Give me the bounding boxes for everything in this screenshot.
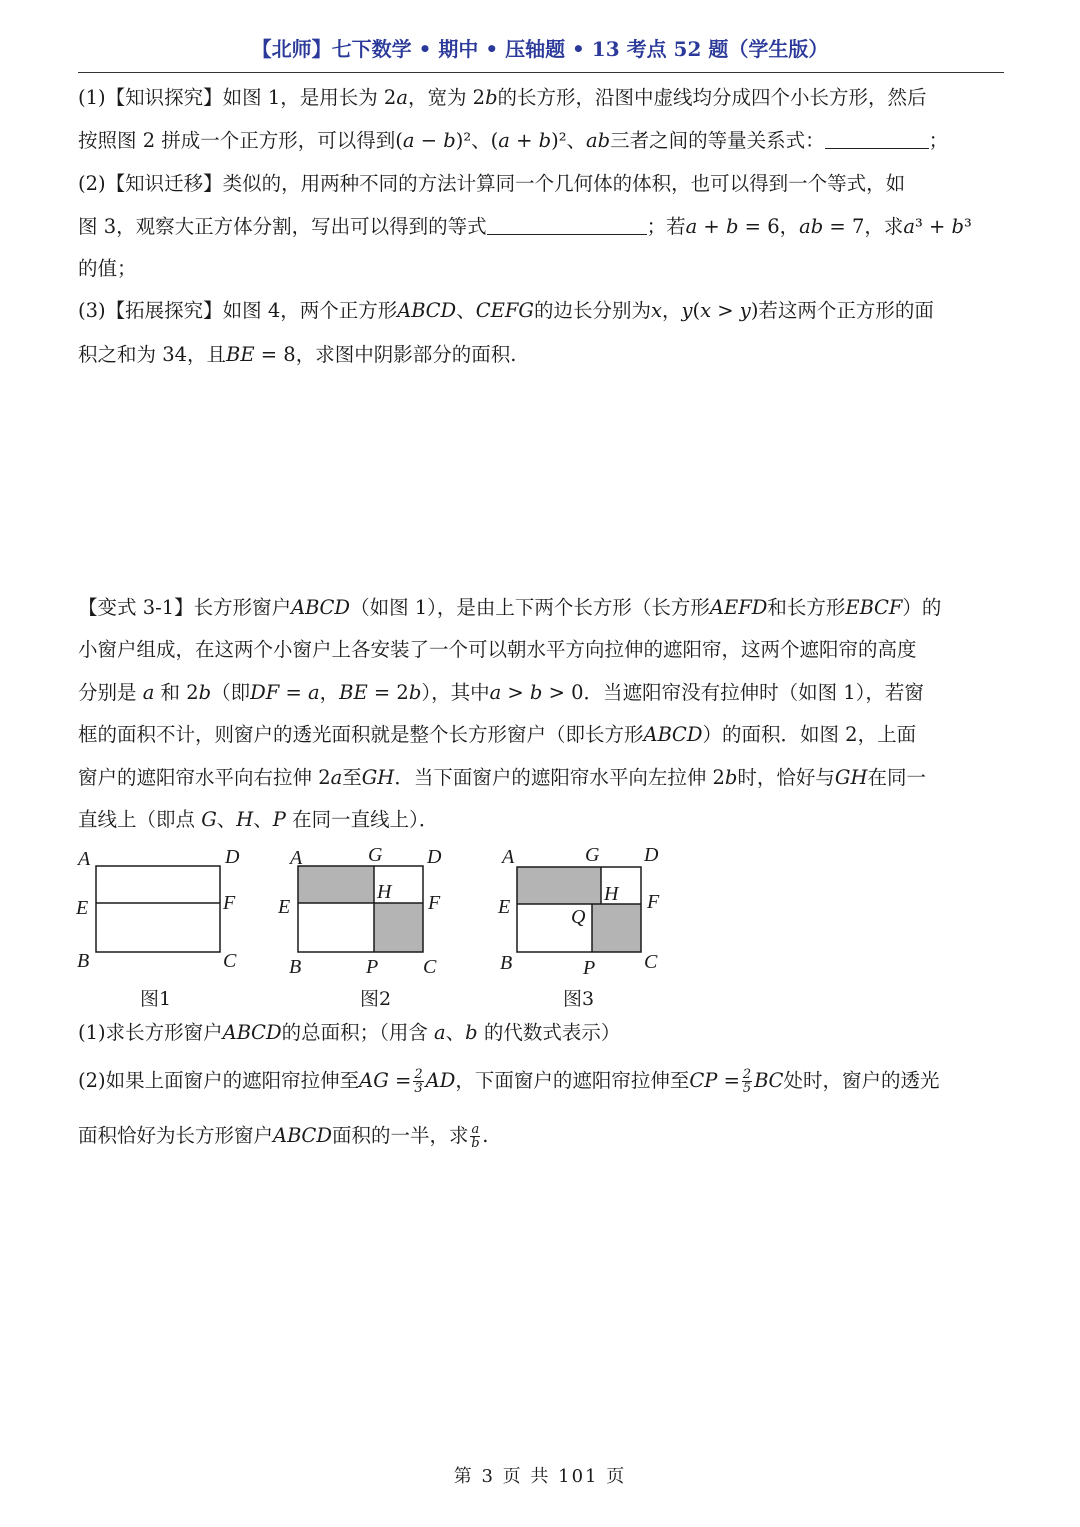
q2-sub2 <box>78 1067 939 1095</box>
fig3-label-D: D <box>644 844 659 866</box>
q1-line-2-text: 按照图 2 拼成一个正方形，可以得到(𝑎 − 𝑏)²、(𝑎 + 𝑏)²、𝑎𝑏三者之间的等量关系式： <box>78 129 825 152</box>
fig3-label-P: P <box>583 957 596 979</box>
fig2-label-A: A <box>290 847 303 869</box>
q2-sub3-part-b: . <box>482 1124 489 1147</box>
fig2-label-D: D <box>427 846 442 868</box>
q1-line-4-text: 图 3，观察大正方体分割，写出可以得到的等式 <box>78 215 487 238</box>
fraction-a-over-b <box>470 1123 480 1150</box>
figure-3-diagram <box>492 842 682 982</box>
fig3-label-B: B <box>500 952 513 974</box>
fig1-label-B: B <box>77 950 90 972</box>
q1-line-2-end: ； <box>928 129 949 152</box>
fig1-label-E: E <box>76 897 89 919</box>
answer-blank-2 <box>487 214 647 235</box>
fig3-label-C: C <box>644 951 658 973</box>
fig3-label-E: E <box>498 896 511 918</box>
q2-sub2-part-a: (2)如果上面窗户的遮阳帘拉伸至𝐴𝐺 = <box>78 1069 412 1092</box>
q2-line-1: 【变式 3-1】长方形窗户𝐴𝐵𝐶𝐷（如图 1），是由上下两个长方形（长方形𝐴𝐸𝐹𝐷和长方形𝐸𝐵𝐶𝐹）的 <box>78 596 942 619</box>
frac3-denominator: b <box>471 1136 480 1151</box>
q1-line-3: (2)【知识迁移】类似的，用两种不同的方法计算同一个几何体的体积，也可以得到一个等式，如 <box>78 172 906 195</box>
q2-line-3: 分别是 𝑎 和 2𝑏（即𝐷𝐹 = 𝑎，𝐵𝐸 = 2𝑏），其中𝑎 > 𝑏 > 0．当遮阳帘没有拉伸时（如图 1），若窗 <box>78 681 924 704</box>
page-footer: 第 3 页 共 101 页 <box>453 1466 627 1487</box>
fraction-two-fifths <box>742 1068 752 1095</box>
header-divider <box>78 72 1004 73</box>
fig3-label-F: F <box>647 891 660 913</box>
fig1-label-F: F <box>223 892 236 914</box>
q1-line-7: 积之和为 34，且𝐵𝐸 = 8，求图中阴影部分的面积. <box>78 343 517 366</box>
figure-2-diagram <box>278 842 468 982</box>
figure-2-caption: 图2 <box>360 988 392 1010</box>
fig1-label-A: A <box>78 848 91 870</box>
fig2-label-G: G <box>368 844 383 866</box>
fig2-label-B: B <box>289 956 302 978</box>
fig2-label-P: P <box>366 956 379 978</box>
fig1-label-C: C <box>223 950 237 972</box>
frac2-numerator: 2 <box>742 1067 752 1082</box>
q2-sub2-part-b: 𝐴𝐷，下面窗户的遮阳帘拉伸至𝐶𝑃 = <box>425 1069 740 1092</box>
frac1-numerator: 2 <box>414 1067 423 1082</box>
figure-3-caption: 图3 <box>563 988 595 1010</box>
q2-line-2: 小窗户组成，在这两个小窗户上各安装了一个可以朝水平方向拉伸的遮阳帘，这两个遮阳帘的高度 <box>78 638 917 661</box>
q2-line-5: 窗户的遮阳帘水平向右拉伸 2𝑎至𝐺𝐻．当下面窗户的遮阳帘水平向左拉伸 2𝑏时，恰好与𝐺𝐻在同一 <box>78 766 926 789</box>
fig2-label-F: F <box>428 892 441 914</box>
q2-line-4: 框的面积不计，则窗户的透光面积就是整个长方形窗户（即长方形𝐴𝐵𝐶𝐷）的面积．如图 2，上面 <box>78 723 917 746</box>
frac3-numerator: a <box>471 1122 480 1137</box>
q2-sub3-part-a: 面积恰好为长方形窗户𝐴𝐵𝐶𝐷面积的一半，求 <box>78 1124 469 1147</box>
fraction-two-thirds <box>413 1068 423 1095</box>
fig2-label-E: E <box>278 896 291 918</box>
answer-blank-1 <box>825 128 929 149</box>
fig3-label-H: H <box>604 883 619 905</box>
fig3-label-A: A <box>502 846 515 868</box>
q1-line-4 <box>78 213 972 241</box>
fig3-label-G: G <box>585 844 600 866</box>
q2-sub3 <box>78 1122 488 1150</box>
figure-1-caption: 图1 <box>140 988 172 1010</box>
fig2-label-C: C <box>423 956 437 978</box>
frac1-denominator: 3 <box>414 1081 423 1096</box>
q2-sub1: (1)求长方形窗户𝐴𝐵𝐶𝐷的总面积；（用含 𝑎、𝑏 的代数式表示） <box>78 1021 621 1044</box>
q1-line-6: (3)【拓展探究】如图 4，两个正方形𝐴𝐵𝐶𝐷、𝐶𝐸𝐹𝐺的边长分别为𝑥，𝑦(𝑥 > 𝑦)若这两个正方形的面 <box>78 299 934 322</box>
fig3-label-Q: Q <box>571 906 586 928</box>
q2-sub2-part-c: 𝐵𝐶处时，窗户的透光 <box>754 1069 940 1092</box>
q2-line-6: 直线上（即点 𝐺、𝐻、𝑃 在同一直线上）． <box>78 808 439 831</box>
frac2-denominator: 5 <box>742 1081 752 1096</box>
q1-line-2 <box>78 127 948 155</box>
figure-1-diagram <box>72 842 262 982</box>
page-header: 【北师】七下数学 • 期中 • 压轴题 • 13 考点 52 题（学生版） <box>251 37 829 61</box>
q1-line-1: (1)【知识探究】如图 1，是用长为 2𝑎，宽为 2𝑏的长方形，沿图中虚线均分成四个小长方形，然后 <box>78 86 927 109</box>
fig1-label-D: D <box>225 846 240 868</box>
q1-line-4-end: ；若𝑎 + 𝑏 = 6，𝑎𝑏 = 7，求𝑎³ + 𝑏³ <box>646 215 972 238</box>
fig2-label-H: H <box>377 881 392 903</box>
q1-line-5: 的值； <box>78 257 137 280</box>
